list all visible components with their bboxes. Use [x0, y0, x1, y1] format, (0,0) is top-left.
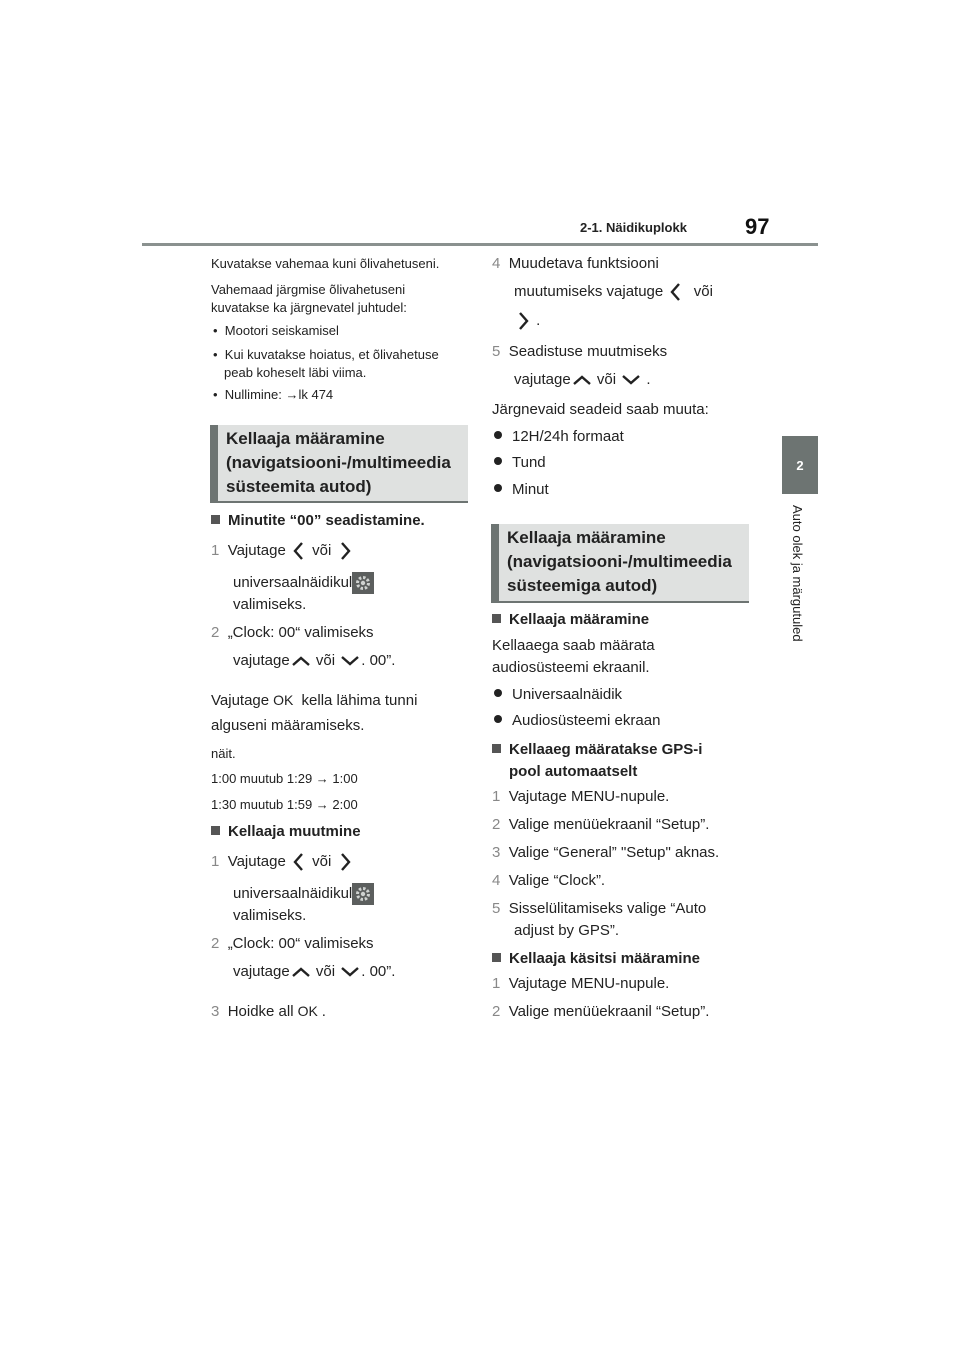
list-item: Tund — [494, 452, 546, 474]
paragraph: alguseni määramiseks. — [211, 717, 365, 734]
step-1-cont: valimiseks. — [233, 907, 307, 924]
header-rule — [142, 243, 818, 246]
subheading: Kellaaja muutmine — [211, 821, 361, 843]
list-item: Universaalnäidik — [494, 684, 622, 706]
chapter-title: Auto olek ja märgutuled — [790, 505, 805, 642]
step-1-cont: universaalnäidikul — [233, 572, 374, 594]
step-3: 3 Hoidke all OK . — [211, 1003, 326, 1020]
paragraph: Kuvatakse vahemaa kuni õlivahetuseni. — [211, 256, 440, 271]
step-2-cont: vajutage või . 00”. — [233, 652, 396, 669]
step-5: 5 Seadistuse muutmiseks — [492, 343, 668, 360]
chevron-down-icon — [339, 653, 361, 669]
section-title: 2-1. Näidikuplokk — [580, 220, 687, 235]
step-4: 4 Valige “Clock”. — [492, 872, 606, 889]
step-1: 1 Vajutage MENU-nupule. — [492, 975, 670, 992]
box-line: süsteemiga autod) — [507, 576, 658, 595]
step-3: 3 Valige “General” "Setup" aknas. — [492, 844, 720, 861]
box-line: (navigatsiooni-/multimeedia — [507, 552, 732, 571]
section-box-no-nav — [210, 425, 468, 503]
paragraph: Vajutage OK kella lähima tunni — [211, 692, 418, 709]
gear-icon — [352, 572, 374, 594]
subheading: Minutite “00” seadistamine. — [211, 510, 425, 532]
example-label: näit. — [211, 746, 236, 761]
ok-label: OK — [273, 692, 294, 708]
list-item: Audiosüsteemi ekraan — [494, 710, 660, 732]
step-5: 5 Sisselülitamiseks valige “Auto — [492, 900, 707, 917]
chapter-tab: 2 — [782, 436, 818, 494]
box-line: Kellaaja määramine — [507, 528, 666, 547]
chevron-right-icon — [336, 540, 354, 562]
subheading: Kellaaeg määratakse GPS-i — [492, 739, 702, 761]
chevron-left-icon — [290, 540, 308, 562]
step-1-cont: valimiseks. — [233, 596, 307, 613]
chevron-up-icon — [571, 372, 593, 388]
step-1: 1 Vajutage MENU-nupule. — [492, 788, 670, 805]
chevron-down-icon — [620, 372, 642, 388]
paragraph: audiosüsteemi ekraanil. — [492, 659, 650, 676]
paragraph: Vahemaad järgmise õlivahetuseni — [211, 282, 406, 297]
step-1: 1 Vajutage või — [211, 851, 354, 873]
box-line: Kellaaja määramine — [226, 429, 385, 448]
ok-label: OK — [297, 1003, 318, 1019]
paragraph: Järgnevaid seadeid saab muuta: — [492, 401, 709, 418]
box-line: süsteemita autod) — [226, 477, 372, 496]
gear-icon — [352, 883, 374, 905]
subheading: Kellaaja määramine — [492, 609, 649, 631]
chevron-down-icon — [339, 964, 361, 980]
example: 1:00 muutub 1:29 → 1:00 — [211, 771, 358, 786]
step-4-cont: muutumiseks vajatuge või — [514, 281, 713, 303]
chevron-up-icon — [290, 964, 312, 980]
paragraph: Kellaaega saab määrata — [492, 637, 655, 654]
step-2: 2 Valige menüüekraanil “Setup”. — [492, 1003, 710, 1020]
step-5-cont: adjust by GPS”. — [514, 922, 620, 939]
step-1-cont: universaalnäidikul — [233, 883, 374, 905]
bullet: • Mootori seiskamisel — [213, 323, 339, 338]
bullet-continued: peab koheselt läbi viima. — [224, 365, 367, 380]
step-4: 4 Muudetava funktsiooni — [492, 255, 659, 272]
step-5-cont: vajutage või . — [514, 371, 651, 388]
step-4-cont: . — [514, 310, 540, 332]
subheading: Kellaaja käsitsi määramine — [492, 948, 700, 970]
bullet: • Nullimine: →lk 474 — [213, 387, 334, 402]
page-number: 97 — [745, 214, 770, 239]
chevron-left-icon — [667, 281, 685, 303]
subheading-cont: pool automaatselt — [509, 763, 638, 780]
box-line: (navigatsiooni-/multimeedia — [226, 453, 451, 472]
example: 1:30 muutub 1:59 → 2:00 — [211, 797, 358, 812]
list-item: Minut — [494, 479, 549, 501]
step-1: 1 Vajutage või — [211, 540, 354, 562]
bullet: • Kui kuvatakse hoiatus, et õlivahetuse — [213, 347, 439, 362]
list-item: 12H/24h formaat — [494, 426, 624, 448]
chevron-right-icon — [514, 310, 532, 332]
step-2-cont: vajutage või . 00”. — [233, 963, 396, 980]
step-2: 2 Valige menüüekraanil “Setup”. — [492, 816, 710, 833]
step-2: 2 „Clock: 00“ valimiseks — [211, 935, 374, 952]
section-box-with-nav — [491, 524, 749, 603]
chevron-up-icon — [290, 653, 312, 669]
chevron-left-icon — [290, 851, 308, 873]
chevron-right-icon — [336, 851, 354, 873]
paragraph: kuvatakse ka järgnevatel juhtudel: — [211, 300, 407, 315]
step-2: 2 „Clock: 00“ valimiseks — [211, 624, 374, 641]
